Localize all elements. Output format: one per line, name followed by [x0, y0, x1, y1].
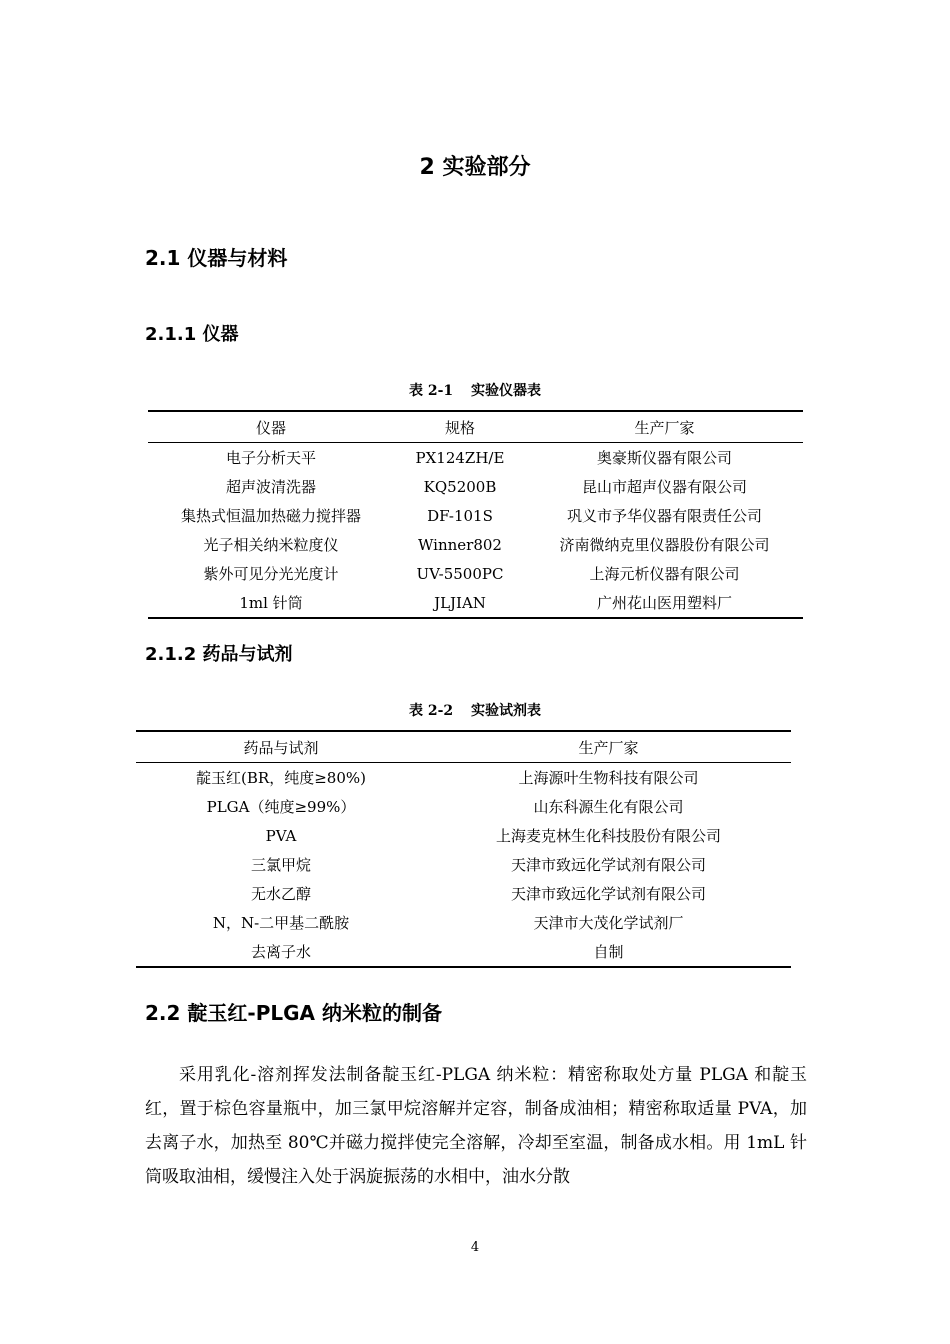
section-heading-2-2: 2.2 靛玉红-PLGA 纳米粒的制备 — [145, 1001, 442, 1025]
table-cell: 无水乙醇 — [250, 885, 311, 903]
table-row — [148, 588, 803, 618]
table-cell: 山东科源生化有限公司 — [533, 798, 684, 816]
table-cell: 奥豪斯仪器有限公司 — [596, 449, 732, 467]
table-row — [136, 821, 791, 850]
table-cell: 上海麦克林生化科技股份有限公司 — [495, 827, 721, 845]
table-cell: UV-5500PC — [416, 564, 504, 583]
section-heading-2-1-2: 2.1.2 药品与试剂 — [145, 644, 293, 665]
table-cell: 集热式恒温加热磁力搅拌器 — [180, 507, 361, 525]
chapter-title: 2 实验部分 — [419, 155, 531, 180]
table-row — [136, 792, 791, 821]
table-header-row — [148, 411, 803, 443]
table-row — [136, 908, 791, 937]
table-cell: 上海元析仪器有限公司 — [589, 565, 740, 583]
table-row — [136, 763, 791, 793]
table2-caption-number: 表 2-2 — [409, 703, 454, 719]
body-paragraph: 采用乳化-溶剂挥发法制备靛玉红-PLGA 纳米粒：精密称取处方量 PLGA 和靛玉红，置于棕色容量瓶中，加三氯甲烷溶解并定容，制备成油相；精密称取适量 PVA，加去离子水，加热至 80℃并磁力搅拌使完全溶解，冷却至室温，制备成水相。用 1mL 针筒吸取油相，缓慢注入处于涡旋振荡的水相中，油水分散 — [145, 1065, 807, 1187]
table1-caption-number: 表 2-1 — [409, 383, 454, 399]
table-row — [136, 937, 791, 967]
section-heading-2-1-1: 2.1.1 仪器 — [145, 324, 239, 345]
table-header-cell: 规格 — [394, 411, 526, 443]
instrument-table — [148, 410, 803, 619]
table2-caption-text: 实验试剂表 — [470, 703, 541, 719]
table-cell: 光子相关纳米粒度仪 — [203, 536, 339, 554]
table-cell: 靛玉红(BR，纯度≥80%) — [196, 769, 366, 787]
table-cell: 广州花山医用塑料厂 — [526, 588, 803, 618]
table-header-row — [136, 731, 791, 763]
table-row — [148, 501, 803, 530]
reagent-table — [136, 730, 791, 968]
table-row — [148, 559, 803, 588]
table-header-cell: 生产厂家 — [426, 731, 791, 763]
table-cell: 上海源叶生物科技有限公司 — [518, 769, 699, 787]
table-row — [148, 530, 803, 559]
table2-caption — [0, 700, 950, 720]
table-cell: 去离子水 — [136, 937, 426, 967]
table-cell: 昆山市超声仪器有限公司 — [581, 478, 747, 496]
table-header-cell: 仪器 — [148, 411, 394, 443]
table-cell: 电子分析天平 — [225, 449, 316, 467]
table-cell: Winner802 — [418, 535, 502, 554]
table-cell: 天津市大茂化学试剂厂 — [533, 914, 684, 932]
table-cell: 天津市致远化学试剂有限公司 — [510, 885, 706, 903]
table1-caption — [0, 380, 950, 400]
table-cell: KQ5200B — [423, 477, 497, 496]
page-number: 4 — [470, 1240, 480, 1255]
table-cell: PLGA（纯度≥99%） — [206, 798, 356, 816]
table-row — [136, 850, 791, 879]
section-heading-2-1: 2.1 仪器与材料 — [145, 246, 288, 270]
table-cell: 超声波清洗器 — [225, 478, 316, 496]
table-cell: PX124ZH/E — [415, 448, 505, 467]
table-cell: 自制 — [426, 937, 791, 967]
table-header-cell: 生产厂家 — [526, 411, 803, 443]
table-row — [136, 879, 791, 908]
table-cell: JLJIAN — [394, 588, 526, 618]
table-cell: 巩义市予华仪器有限责任公司 — [566, 507, 762, 525]
table-cell: 紫外可见分光光度计 — [203, 565, 339, 583]
table-cell: 1ml 针筒 — [148, 588, 394, 618]
table-cell: N，N-二甲基二酰胺 — [212, 914, 350, 932]
table1-caption-text: 实验仪器表 — [470, 383, 541, 399]
table-cell: 济南微纳克里仪器股份有限公司 — [559, 536, 770, 554]
table-row — [148, 443, 803, 473]
table-row — [148, 472, 803, 501]
table-cell: DF-101S — [427, 506, 493, 525]
table-cell: 三氯甲烷 — [250, 856, 311, 874]
table-cell: 天津市致远化学试剂有限公司 — [510, 856, 706, 874]
table-header-cell: 药品与试剂 — [136, 731, 426, 763]
table-cell: PVA — [265, 826, 297, 845]
